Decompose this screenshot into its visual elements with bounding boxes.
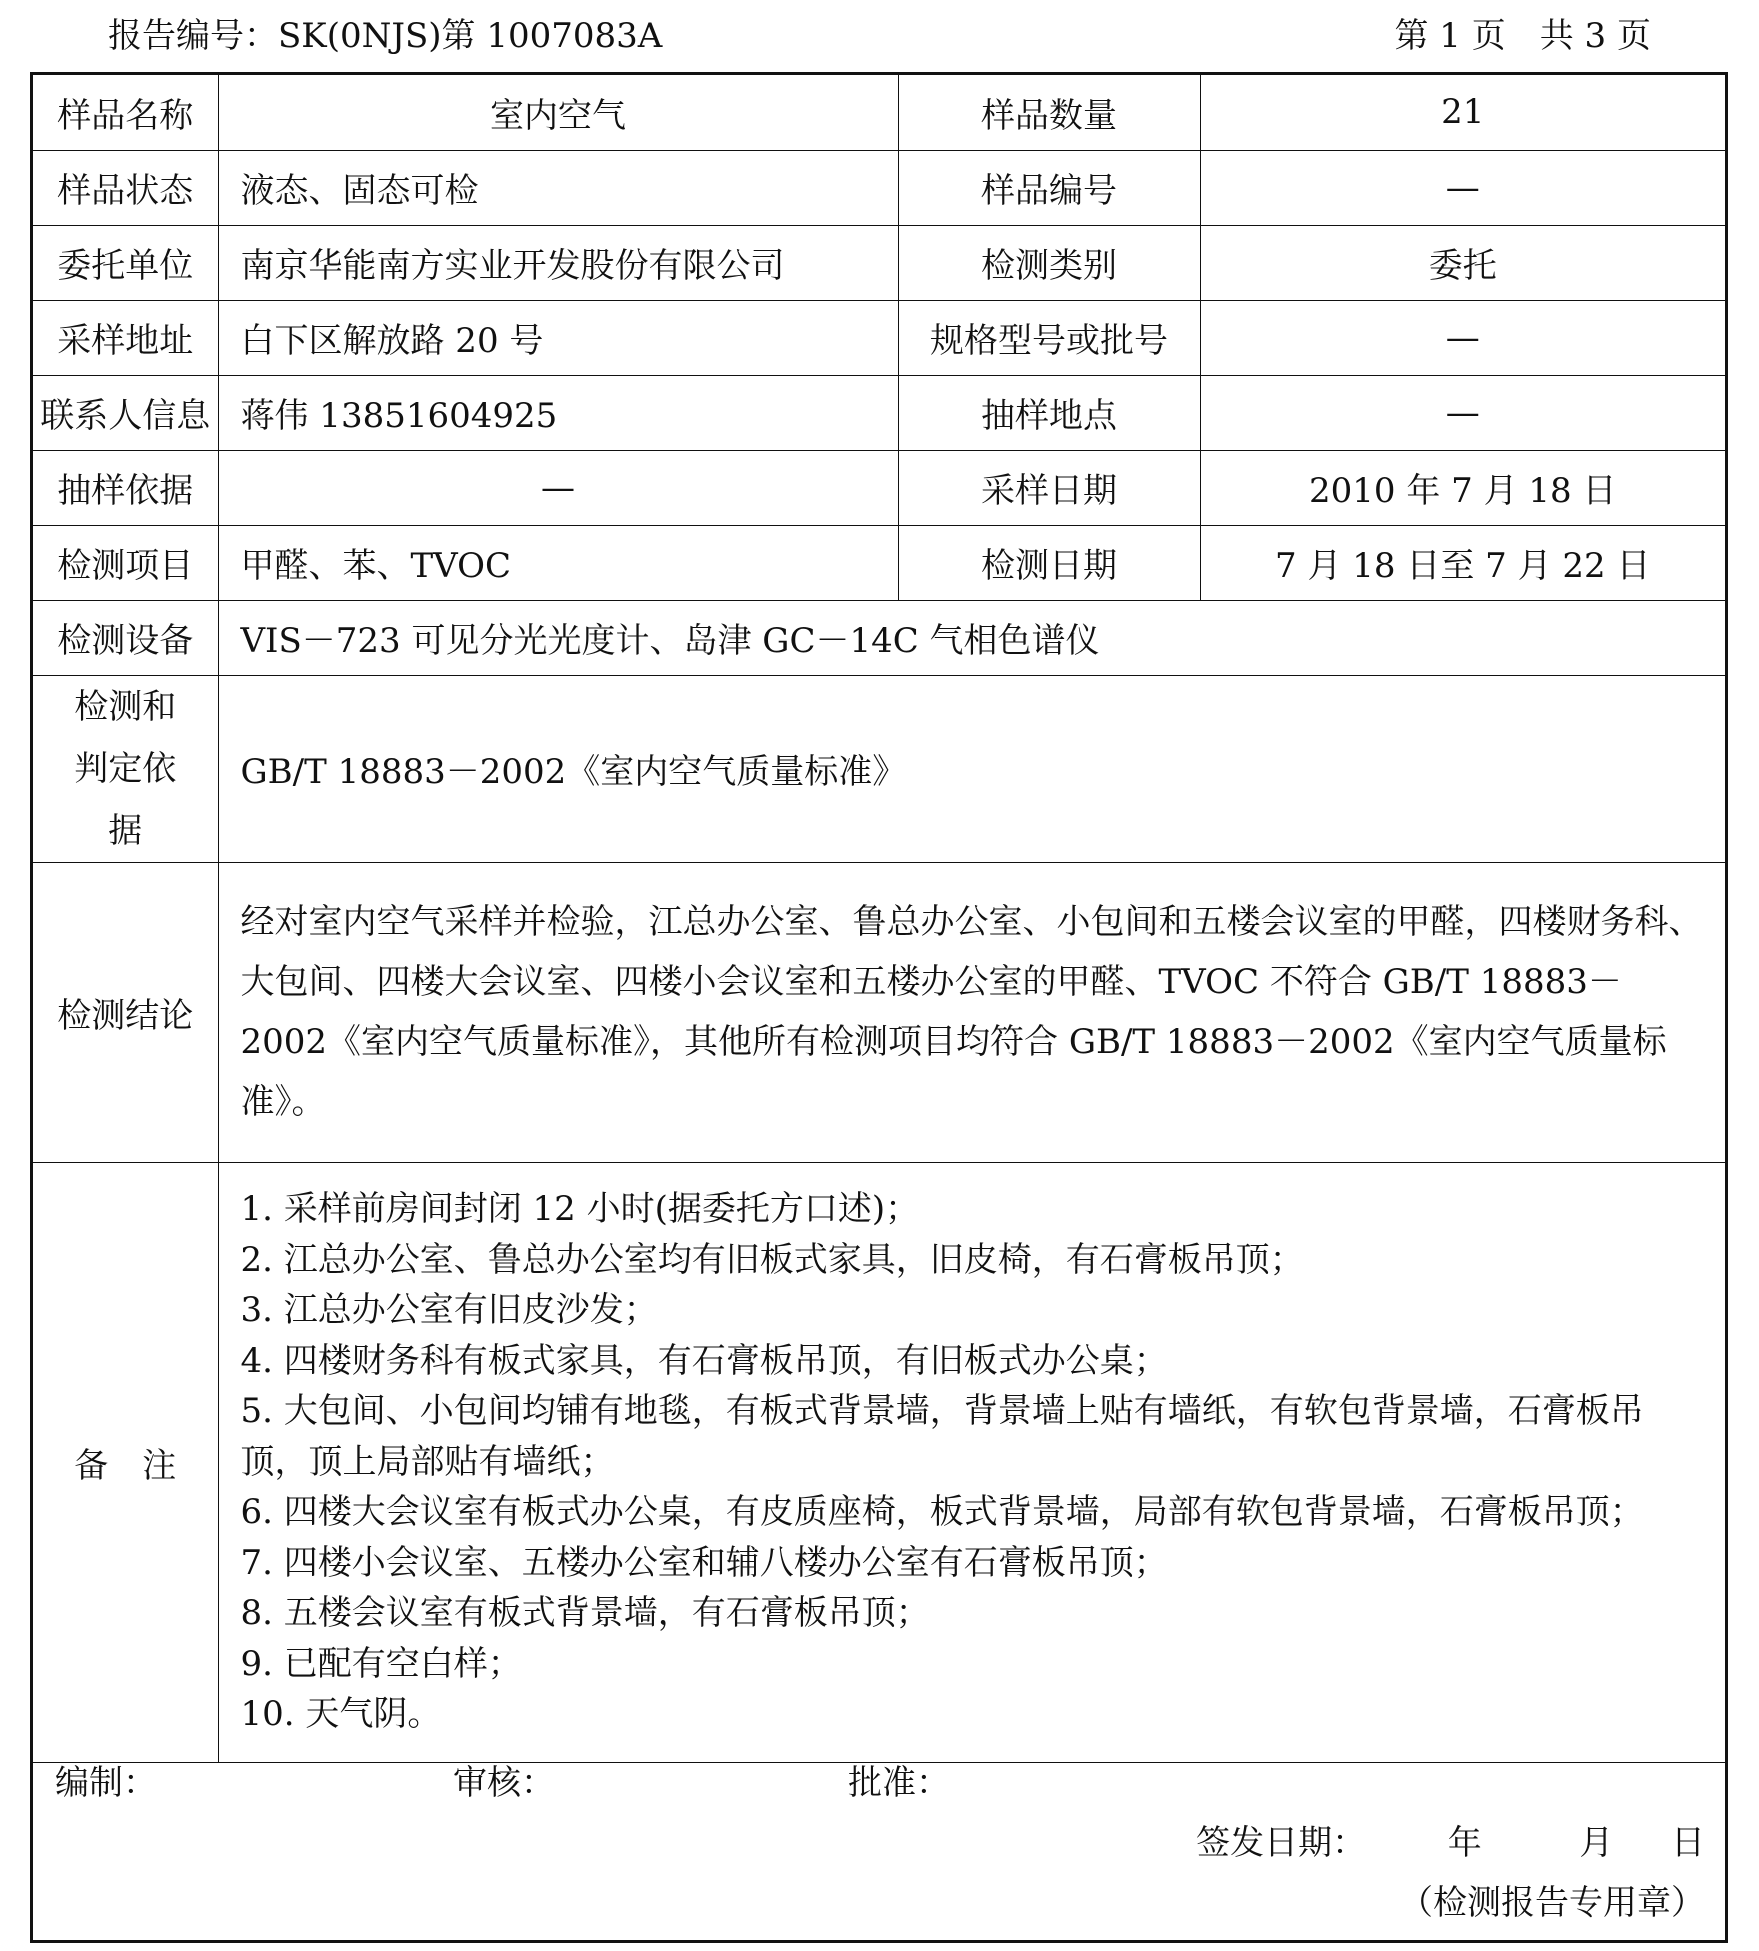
field-label: 检测设备 <box>33 600 218 675</box>
field-value: 蒋伟 13851604925 <box>218 375 898 450</box>
field-label: 检测日期 <box>898 525 1200 600</box>
issue-date <box>1196 1815 1705 1864</box>
list-item: 3. 江总办公室有旧皮沙发； <box>240 1290 658 1331</box>
issue-month: 月 <box>1579 1823 1614 1863</box>
list-item: 5. 大包间、小包间均铺有地毯，有板式背景墙，背景墙上贴有墙纸，有软包背景墙，石膏板吊 <box>240 1391 1644 1432</box>
list-item: 9. 已配有空白样； <box>240 1643 522 1684</box>
field-label: 联系人信息 <box>33 375 218 450</box>
field-label: 委托单位 <box>33 225 218 300</box>
list-item: 1. 采样前房间封闭 12 小时(据委托方口述)； <box>240 1189 920 1230</box>
field-value: 7 月 18 日至 7 月 22 日 <box>1200 525 1725 600</box>
issue-year: 年 <box>1447 1823 1482 1863</box>
field-label: 检测结论 <box>33 862 218 1162</box>
field-label: 样品数量 <box>898 75 1200 150</box>
field-value: 室内空气 <box>218 75 898 150</box>
field-value: 液态、固态可检 <box>218 150 898 225</box>
issue-day: 日 <box>1671 1823 1705 1863</box>
reviewed-by-label: 审核： <box>453 1763 555 1803</box>
field-label: 样品编号 <box>898 150 1200 225</box>
field-value: GB/T 18883－2002《室内空气质量标准》 <box>218 675 1725 862</box>
field-value: — <box>218 450 898 525</box>
remarks-list <box>218 1162 1725 1762</box>
field-value: — <box>1200 375 1725 450</box>
report-header <box>0 8 1759 58</box>
field-label: 抽样地点 <box>898 375 1200 450</box>
field-label: 规格型号或批号 <box>898 300 1200 375</box>
report-table <box>33 75 1725 1763</box>
field-value: 委托 <box>1200 225 1725 300</box>
field-label: 采样日期 <box>898 450 1200 525</box>
report-form <box>30 72 1728 1943</box>
table-row <box>33 300 1725 375</box>
field-value: 21 <box>1200 75 1725 150</box>
table-row <box>33 375 1725 450</box>
report-number: 报告编号：SK(0NJS)第 1007083A <box>108 16 663 56</box>
list-item: 7. 四楼小会议室、五楼办公室和辅八楼办公室有石膏板吊顶； <box>240 1542 1168 1583</box>
table-row <box>33 525 1725 600</box>
field-label <box>33 675 218 862</box>
field-value: 南京华能南方实业开发股份有限公司 <box>218 225 898 300</box>
seal-note: （检测报告专用章） <box>1399 1883 1705 1923</box>
field-label: 检测项目 <box>33 525 218 600</box>
table-row <box>33 450 1725 525</box>
table-row <box>33 225 1725 300</box>
approved-by-label: 批准： <box>848 1763 950 1803</box>
field-value: 2010 年 7 月 18 日 <box>1200 450 1725 525</box>
table-row <box>33 150 1725 225</box>
field-label: 抽样依据 <box>33 450 218 525</box>
list-item: 8. 五楼会议室有板式背景墙，有石膏板吊顶； <box>240 1593 930 1634</box>
list-item: 6. 四楼大会议室有板式办公桌，有皮质座椅，板式背景墙，局部有软包背景墙，石膏板吊顶； <box>240 1492 1644 1533</box>
field-label: 样品名称 <box>33 75 218 150</box>
field-value: — <box>1200 150 1725 225</box>
table-row <box>33 675 1725 862</box>
field-value: 白下区解放路 20 号 <box>218 300 898 375</box>
field-value: VIS－723 可见分光光度计、岛津 GC－14C 气相色谱仪 <box>218 600 1725 675</box>
field-label: 备 注 <box>33 1162 218 1762</box>
issue-date-label: 签发日期： <box>1196 1823 1367 1863</box>
list-item: 4. 四楼财务科有板式家具，有石膏板吊顶，有旧板式办公桌； <box>240 1340 1168 1381</box>
field-label: 样品状态 <box>33 150 218 225</box>
list-item: 2. 江总办公室、鲁总办公室均有旧板式家具，旧皮椅，有石膏板吊顶； <box>240 1239 1304 1280</box>
conclusion-text: 经对室内空气采样并检验，江总办公室、鲁总办公室、小包间和五楼会议室的甲醛，四楼财务科、大包间、四楼大会议室、四楼小会议室和五楼办公室的甲醛、TVOC 不符合 GB/T 18883－2002《室内空气质量标准》，其他所有检测项目均符合 GB/T 18883－2002《室内空气质量标准》。 <box>218 862 1725 1162</box>
field-label: 检测类别 <box>898 225 1200 300</box>
signature-area <box>33 1735 1725 1940</box>
basis-label: 检测和判定依据 <box>74 686 177 851</box>
table-row <box>33 1162 1725 1762</box>
compiled-by-label: 编制： <box>55 1763 157 1803</box>
list-item: 顶，顶上局部贴有墙纸； <box>240 1441 615 1482</box>
table-row <box>33 600 1725 675</box>
field-value: 甲醛、苯、TVOC <box>218 525 898 600</box>
field-value: — <box>1200 300 1725 375</box>
field-label: 采样地址 <box>33 300 218 375</box>
table-row <box>33 75 1725 150</box>
list-item: 10. 天气阴。 <box>240 1694 442 1735</box>
page-indicator: 第 1 页 共 3 页 <box>1394 16 1651 56</box>
table-row <box>33 862 1725 1162</box>
